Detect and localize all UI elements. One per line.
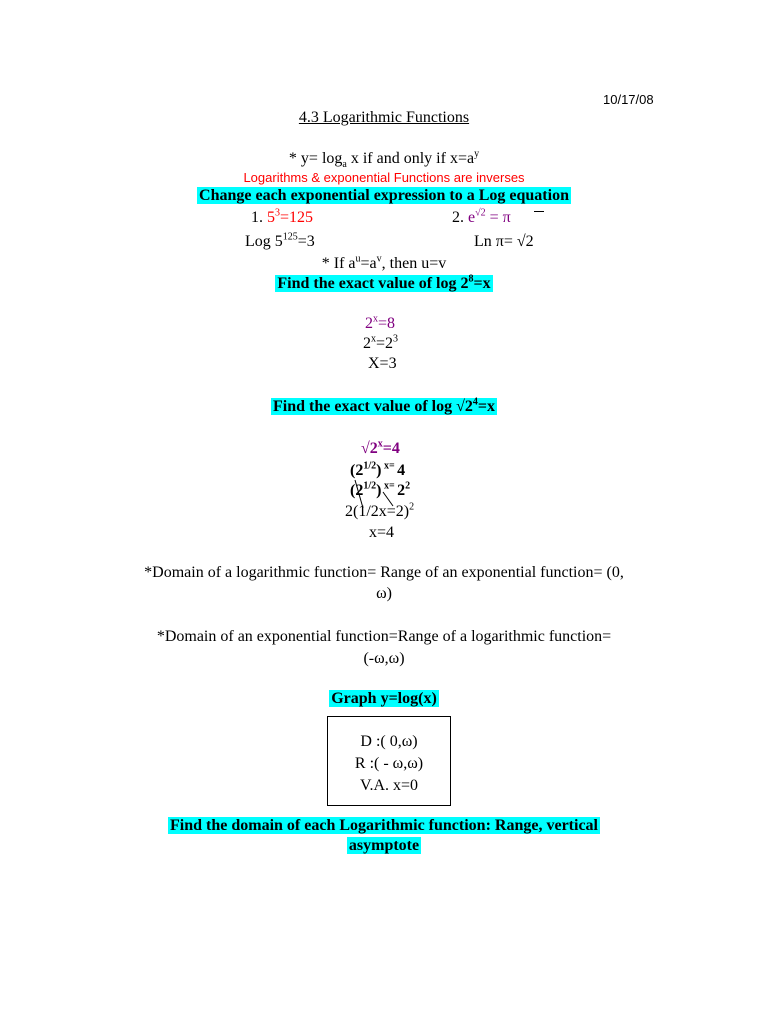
graph-properties-box: [327, 716, 451, 806]
example-1-answer: Log $5^{125}=3$: [245, 231, 315, 250]
step-a2: $2^x=2^3$: [363, 333, 399, 352]
domain-log-line1: *Domain of a logarithmic function= Range of an exponential function= (0,: [144, 564, 624, 581]
example-2: 2. $e^{√2} = \pi$: [452, 207, 511, 226]
heading-exact-value-1: Find the exact value of $\log 2^8=x$: [277, 273, 491, 292]
step-b5: x=4: [369, 524, 395, 541]
example-1: 1. $5^3=125$: [251, 207, 314, 226]
box-vertical-asymptote: V.A. x=0: [359, 777, 419, 794]
example-2-answer: Ln π= √2: [474, 233, 534, 250]
step-b1: $√2^x=4$: [361, 438, 400, 457]
domain-exp-line2: (-ω,ω): [363, 650, 405, 667]
domain-log-line2: ω): [376, 585, 392, 602]
log-definition: * $y= \log_a x$ if and only if $x=a^y$: [288, 148, 480, 171]
box-range: R :( - ω,ω): [354, 755, 424, 772]
step-a3: X=3: [368, 355, 397, 372]
equality-rule: * If $a^u=a^v$, then u=v: [321, 253, 447, 272]
heading-graph: Graph y=log(x): [331, 690, 437, 707]
heading-exact-value-2: Find the exact value of $\log √2^4=x$: [273, 396, 495, 415]
step-b2: $(2^{1/2})$ $^{x=}$ 4: [350, 460, 406, 479]
date-label: 10/17/08: [603, 92, 654, 107]
step-b4: 2(1/2x=2)$^2$: [345, 501, 415, 520]
domain-exp-line1: *Domain of an exponential function=Range of a logarithmic function=: [156, 628, 612, 645]
box-domain: D :( 0,ω): [360, 733, 418, 750]
title-text: 4.3 Logarithmic Functions: [298, 109, 470, 126]
overline-mark: [534, 211, 544, 212]
heading-find-domain-line1: Find the domain of each Logarithmic function: Range, vertical: [170, 817, 598, 834]
page-title: [0, 109, 768, 127]
step-a1: $2^x=8$: [365, 313, 396, 332]
step-b3: $(2^{1/2})$ $^{x=}$ $2^2$: [350, 480, 411, 499]
inverse-note: Logarithms & exponential Functions are inverses: [243, 170, 525, 185]
heading-change-exponential: Change each exponential expression to a Log equation: [199, 187, 569, 204]
heading-find-domain-line2: asymptote: [348, 837, 420, 854]
